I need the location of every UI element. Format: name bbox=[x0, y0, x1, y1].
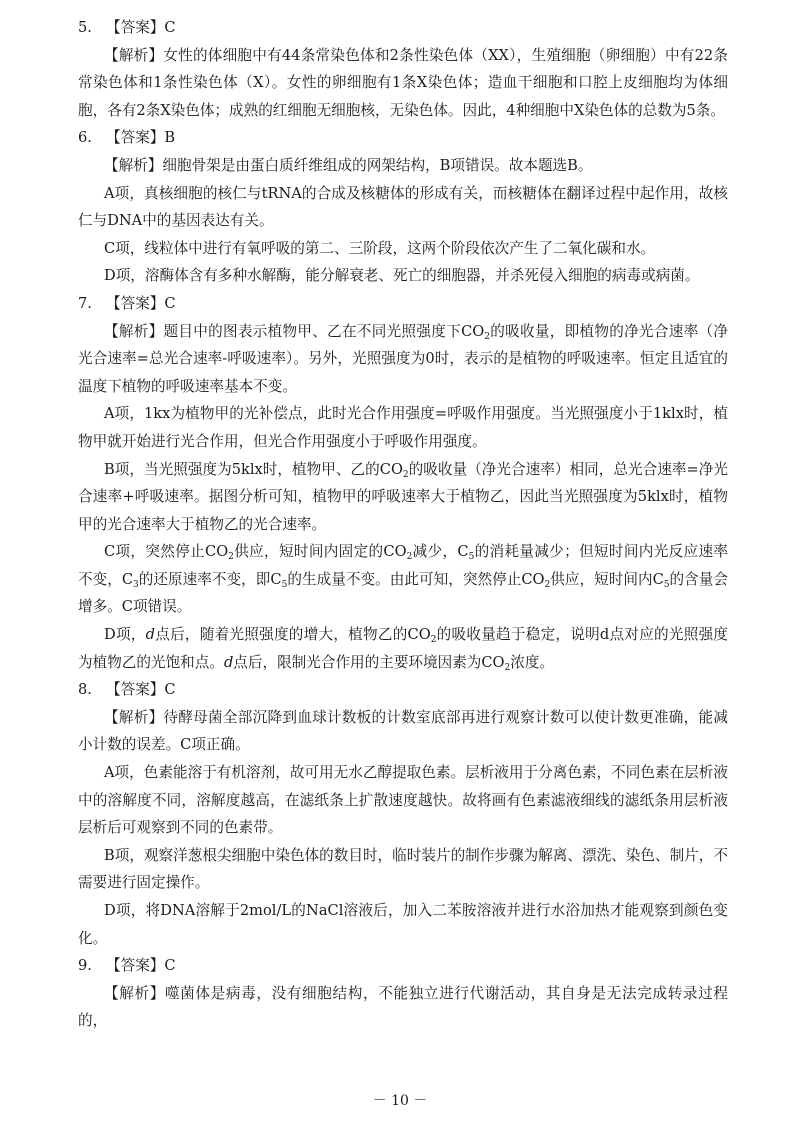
text-part: C项，突然停止CO bbox=[104, 543, 229, 561]
text-part: 的含量会增多。C项错误。 bbox=[78, 570, 728, 616]
q7-analysis-part1: 【解析】题目中的图表示植物甲、乙在不同光照强度下CO bbox=[104, 322, 485, 340]
text-part: 减少，C bbox=[412, 543, 469, 561]
subscript: 2 bbox=[544, 579, 551, 590]
q8-answer: 【答案】C bbox=[106, 681, 176, 699]
q7-analysis-part2: 的吸收量，即植物的净光合速率（净光合速率=总光合速率-呼吸速率）。另外，光照强度为0时，表示的是植物的呼吸速率。恒定且适宜的温度下植物的呼吸速率基本不变。 bbox=[78, 322, 728, 395]
q5-number: 5. bbox=[78, 19, 92, 36]
q6-answer-line bbox=[78, 124, 728, 152]
q5-answer-line bbox=[78, 14, 728, 42]
text-part: 的生成量不变。由此可知，突然停止CO bbox=[287, 570, 545, 588]
subscript: 2 bbox=[504, 662, 511, 673]
q7-analysis bbox=[78, 318, 728, 401]
text-part: 的吸收量趋于稳定，说明d点对应的光照强度为植物乙的光饱和点。 bbox=[78, 626, 729, 671]
text-part: 的还原速率不变，即C bbox=[138, 570, 282, 588]
q8-analysis: 【解析】待酵母菌全部沉降到血球计数板的计数室底部再进行观察计数可以使计数更准确，能减小计数的误差。C项正确。 bbox=[78, 708, 728, 754]
q7-answer-line bbox=[78, 290, 728, 318]
subscript: 3 bbox=[133, 579, 139, 590]
point-d-label: d bbox=[223, 653, 234, 671]
q9-analysis: 【解析】噬菌体是病毒，没有细胞结构，不能独立进行代谢活动，其自身是无法完成转录过程的， bbox=[78, 984, 728, 1030]
q7-option-b-part2: 的吸收量（净光合速率）相同，总光合速率=净光合速率+呼吸速率。据图分析可知，植物甲的呼吸速率大于植物乙，因此当光照强度为5klx时，植物甲的光合速率大于植物乙的光合速率。 bbox=[78, 460, 728, 533]
subscript: 2 bbox=[430, 635, 437, 646]
answer-analysis-content bbox=[78, 14, 728, 1035]
q6-option-c: C项，线粒体中进行有氧呼吸的第二、三阶段，这两个阶段依次产生了二氧化碳和水。 bbox=[104, 239, 656, 257]
subscript: 2 bbox=[402, 469, 409, 480]
q5-answer: 【答案】C bbox=[106, 19, 176, 36]
q7-option-c bbox=[78, 538, 728, 621]
text-part: 供应，短时间内C bbox=[550, 570, 664, 588]
point-d-label: d bbox=[145, 626, 155, 644]
q5-analysis: 【解析】女性的体细胞中有44条常染色体和2条性染色体（XX），生殖细胞（卵细胞）中有22条常染色体和1条性染色体（X）。女性的卵细胞有1条X染色体；造血干细胞和口腔上皮细胞均为体细胞，各有2条X染色体；成熟的红细胞无细胞核，无染色体。因此，4种细胞中X染色体的总数为5条。 bbox=[78, 46, 728, 119]
text-part: D项， bbox=[104, 626, 146, 644]
q7-answer: 【答案】C bbox=[106, 294, 176, 312]
text-part: 的消耗量减少；但短时间内光反应速率不变，C bbox=[78, 543, 728, 588]
subscript: 5 bbox=[468, 552, 475, 563]
subscript: 2 bbox=[406, 552, 413, 563]
subscript: 2 bbox=[484, 331, 490, 342]
q6-number: 6. bbox=[78, 129, 92, 147]
q8-answer-line bbox=[78, 676, 728, 704]
text-part: 供应，短时间内固定的CO bbox=[233, 543, 407, 561]
q6-option-d: D项，溶酶体含有多种水解酶，能分解衰老、死亡的细胞器，并杀死侵入细胞的病毒或病菌。 bbox=[104, 267, 700, 285]
page-number: － 10 － bbox=[372, 1093, 428, 1109]
subscript: 5 bbox=[663, 579, 670, 590]
text-part: 点后，随着光照强度的增大，植物乙的CO bbox=[154, 626, 431, 644]
q7-number: 7. bbox=[78, 294, 92, 312]
q7-option-b-part1: B项，当光照强度为5klx时，植物甲、乙的CO bbox=[104, 460, 403, 478]
q8-number: 8. bbox=[78, 681, 92, 699]
q6-answer: 【答案】B bbox=[106, 129, 176, 147]
text-part: 点后，限制光合作用的主要环境因素为CO bbox=[233, 653, 505, 671]
q7-option-b bbox=[78, 456, 728, 539]
q7-option-a: A项，1kx为植物甲的光补偿点，此时光合作用强度=呼吸作用强度。当光照强度小于1klx时，植物甲就开始进行光合作用，但光合作用强度小于呼吸作用强度。 bbox=[78, 405, 728, 450]
q8-option-d: D项，将DNA溶解于2mol/L的NaCl溶液后，加入二苯胺溶液并进行水浴加热才能观察到颜色变化。 bbox=[78, 902, 728, 947]
subscript: 5 bbox=[281, 579, 288, 590]
q8-option-a: A项，色素能溶于有机溶剂，故可用无水乙醇提取色素。层析液用于分离色素，不同色素在层析液中的溶解度不同，溶解度越高，在滤纸条上扩散速度越快。故将画有色素滤液细线的滤纸条用层析液层析后可观察到不同的色素带。 bbox=[78, 764, 728, 837]
q9-answer-line bbox=[78, 952, 728, 980]
q8-option-b: B项，观察洋葱根尖细胞中染色体的数目时，临时装片的制作步骤为解离、漂洗、染色、制片，不需要进行固定操作。 bbox=[78, 846, 728, 892]
subscript: 2 bbox=[228, 552, 234, 563]
q7-option-d bbox=[78, 621, 728, 676]
q9-number: 9. bbox=[78, 957, 92, 975]
q6-option-a: A项，真核细胞的核仁与tRNA的合成及核糖体的形成有关，而核糖体在翻译过程中起作用，故核仁与DNA中的基因表达有关。 bbox=[78, 184, 728, 230]
q9-answer: 【答案】C bbox=[106, 957, 176, 975]
q6-analysis: 【解析】细胞骨架是由蛋白质纤维组成的网架结构，B项错误。故本题选B。 bbox=[104, 156, 593, 174]
text-part: 浓度。 bbox=[510, 653, 555, 671]
